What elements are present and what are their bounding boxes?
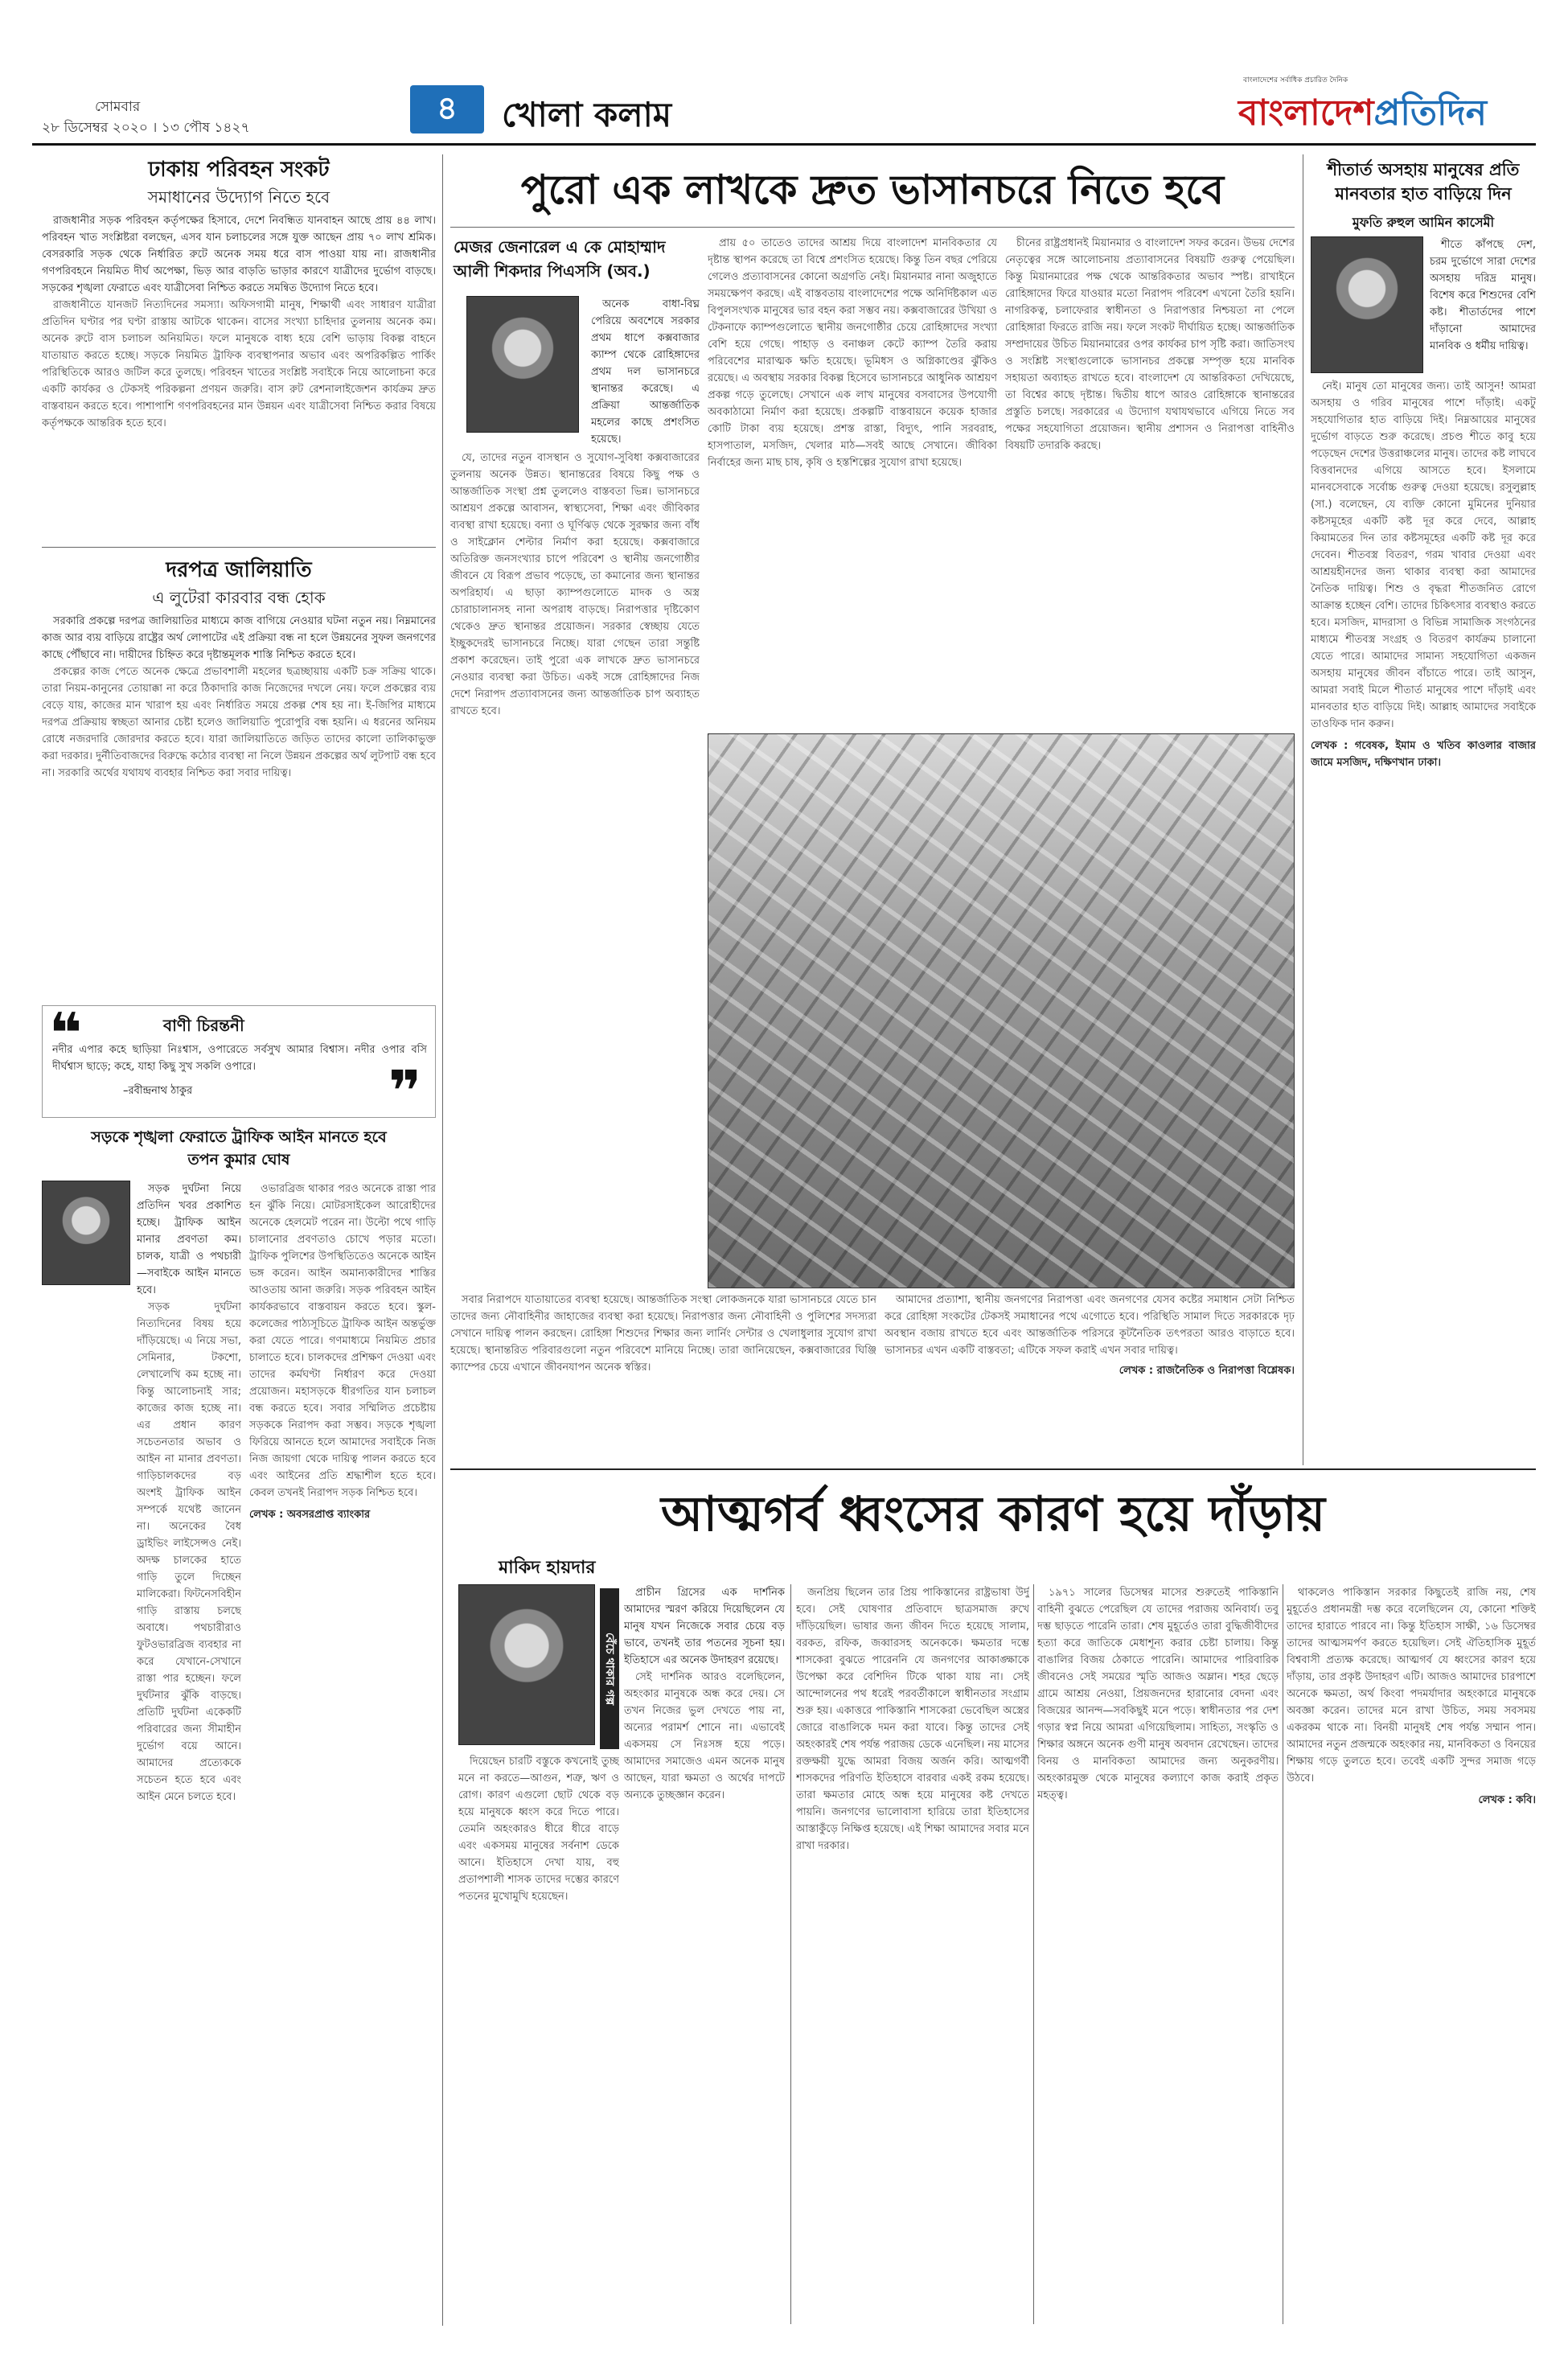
header-date: ২৮ ডিসেম্বর ২০২০ । ১৩ পৌষ ১৪২৭ (42, 120, 250, 136)
main-body-col5: আমাদের প্রত্যাশা, স্থানীয় জনগণের নিরাপত্তা এবং জনগণের যেসব কষ্টের সমাধান সেটা নিশ্চিত করে রোহিঙ্গা সংকটের টেকসই সমাধানের পথে এগোতে হবে। পরিস্থিতি সামাল দিতে সরকারকে দৃঢ় অবস্থান বজায় রাখতে হবে এবং আন্তর্জাতিক পরিসরে কূটনৈতিক তৎপরতা আরও বাড়াতে হবে। ভাসানচর এখন একটি বাস্তবতা; এটিকে সফল করাই এখন সবার দায়িত্ব। লেখক : রাজনৈতিক ও নিরাপত্তা বিশ্লেষক। (885, 1292, 1295, 1460)
editorial-tender (42, 555, 436, 996)
article-traffic-body-left: সড়ক দুর্ঘটনা নিয়ে প্রতিদিন খবর প্রকাশিত হচ্ছে। ট্রাফিক আইন মানার প্রবণতা কম। চালক, যাত্রী ও পথচারী—সবাইকে আইন মানতে হবে। সড়ক দুর্ঘটনা নিত্যদিনের বিষয় হয়ে দাঁড়িয়েছে। এ নিয়ে সভা, সেমিনার, টকশো, লেখালেখি কম হচ্ছে না। কিন্তু আলোচনাই সার; কাজের কাজ হচ্ছে না। এর প্রধান কারণ সচেতনতার অভাব ও আইন না মানার প্রবণতা। গাড়িচালকদের বড় অংশই ট্রাফিক আইন সম্পর্কে যথেষ্ট জানেন না। অনেকের বৈধ ড্রাইভিং লাইসেন্সও নেই। অদক্ষ চালকের হাতে গাড়ি তুলে দিচ্ছেন মালিকেরা। ফিটনেসবিহীন গাড়ি রাস্তায় চলছে অবাধে। পথচারীরাও ফুটওভারব্রিজ ব্যবহার না করে যেখানে-সেখানে রাস্তা পার হচ্ছেন। ফলে দুর্ঘটনার ঝুঁকি বাড়ছে। প্রতিটি দুর্ঘটনা একেকটি পরিবারের জন্য সীমাহীন দুর্ভোগ বয়ে আনে। আমাদের প্রত্যেককে সচেতন হতে হবে এবং আইন মেনে চলতে হবে। (137, 1183, 241, 1803)
bottom-body-col3: জনপ্রিয় ছিলেন তার প্রিয় পাকিস্তানের রাষ্ট্রভাষা উর্দু হবে। সেই ঘোষণার প্রতিবাদে ছাত্রসমাজ রুখে দাঁড়িয়েছিল। ভাষার জন্য জীবন দিতে হয়েছে সালাম, বরকত, রফিক, জব্বারসহ অনেককে। ক্ষমতার দম্ভে শাসকেরা বুঝতে পারেননি যে জনগণের আকাঙ্ক্ষাকে উপেক্ষা করে বেশিদিন টিকে থাকা যায় না। সেই আন্দোলনের পথ ধরেই পরবর্তীকালে স্বাধীনতার সংগ্রাম শুরু হয়। একাত্তরে পাকিস্তানি শাসকেরা ভেবেছিল অস্ত্রের জোরে বাঙালিকে দমন করা যাবে। কিন্তু তাদের সেই অহংকারই শেষ পর্যন্ত পরাজয় ডেকে এনেছিল। নয় মাসের রক্তক্ষয়ী যুদ্ধে আমরা বিজয় অর্জন করি। আত্মগর্বী শাসকদের পরিণতি ইতিহাসে বারবার একই রকম হয়েছে। তারা ক্ষমতার মোহে অন্ধ হয়ে মানুষের কষ্ট দেখতে পায়নি। জনগণের ভালোবাসা হারিয়ে তারা ইতিহাসের আস্তাকুঁড়ে নিক্ষিপ্ত হয়েছে। এই শিক্ষা আমাদের সবার মনে রাখা দরকার। (796, 1587, 1029, 1852)
bhasan-char-aerial-photo (708, 733, 1295, 1288)
right-body: নেই। মানুষ তো মানুষের জন্য। তাই আসুন! আমরা অসহায় ও গরিব মানুষের পাশে দাঁড়াই। একটু সহযোগিতার হাত বাড়িয়ে দিই। নিম্নআয়ের মানুষের দুর্ভোগ বাড়তে শুরু করেছে। প্রচণ্ড শীতে কাবু হয়ে পড়েছেন দেশের উত্তরাঞ্চলের মানুষ। তাদের কষ্ট লাঘবে বিত্তবানদের এগিয়ে আসতে হবে। ইসলামে মানবসেবাকে সর্বোচ্চ গুরুত্ব দেওয়া হয়েছে। রসুলুল্লাহ (সা.) বলেছেন, যে ব্যক্তি কোনো মুমিনের দুনিয়ার কষ্টসমূহের একটি কষ্ট দূর করে দেবে, আল্লাহ কিয়ামতের দিন তার কষ্টসমূহের একটি কষ্ট দূর করে দেবেন। শীতবস্ত্র বিতরণ, গরম খাবার দেওয়া এবং আশ্রয়হীনদের জন্য থাকার ব্যবস্থা করা আমাদের নৈতিক দায়িত্ব। শিশু ও বৃদ্ধরা শীতজনিত রোগে আক্রান্ত হচ্ছেন বেশি। তাদের চিকিৎসার ব্যবস্থাও করতে হবে। মসজিদ, মাদরাসা ও বিভিন্ন সামাজিক সংগঠনের মাধ্যমে শীতবস্ত্র সংগ্রহ ও বিতরণ কার্যক্রম চালানো যেতে পারে। আমাদের সামান্য সহযোগিতা একজন অসহায় মানুষের জীবন বাঁচাতে পারে। তাই আসুন, আমরা সবাই মিলে শীতার্ত মানুষের পাশে দাঁড়াই এবং মানবতার হাত বাড়িয়ে দিই। আল্লাহ আমাদের সবাইকে তাওফিক দান করুন। লেখক : গবেষক, ইমাম ও খতিব কাওলার বাজার জামে মসজিদ, দক্ষিণখান ঢাকা। (1311, 378, 1536, 1423)
quote-title: বাণী চিরন্তনী (163, 1016, 244, 1035)
column-divider (1033, 1584, 1034, 2324)
close-quote-icon: ❞ (388, 1058, 422, 1124)
bottom-headline: আত্মগর্ব ধ্বংসের কারণ হয়ে দাঁড়ায় (660, 1486, 1326, 1542)
divider (42, 547, 436, 548)
bottom-footer: লেখক : কবি। (1478, 1794, 1536, 1806)
article-traffic-footer: লেখক : অবসরপ্রাপ্ত ব্যাংকার (249, 1509, 371, 1521)
main-footer: লেখক : রাজনৈতিক ও নিরাপত্তা বিশ্লেষক। (1119, 1365, 1295, 1377)
quote-text: নদীর এপার কহে ছাড়িয়া নিঃশ্বাস, ওপারেতে সর্বসুখ আমার বিশ্বাস। নদীর ওপার বসি দীর্ঘশ্বাস ছাড়ে; কহে, যাহা কিছু সুখ সকলি ওপারে। (52, 1044, 427, 1073)
editorial-tender-subtitle: এ লুটেরা কারবার বন্ধ হোক (152, 588, 326, 607)
bottom-body-col4: ১৯৭১ সালের ডিসেম্বর মাসের শুরুতেই পাকিস্তানি বাহিনী বুঝতে পেরেছিল যে তাদের পরাজয় অনিবার্য। তবু দম্ভ ছাড়তে পারেনি তারা। শেষ মুহূর্তেও তারা বুদ্ধিজীবীদের হত্যা করে জাতিকে মেধাশূন্য করার চেষ্টা চালায়। কিন্তু বাঙালির বিজয় ঠেকাতে পারেনি। আমাদের পারিবারিক জীবনেও সেই সময়ের স্মৃতি আজও অম্লান। শহর ছেড়ে গ্রামে আশ্রয় নেওয়া, প্রিয়জনদের হারানোর বেদনা এবং বিজয়ের আনন্দ—সবকিছুই মনে পড়ে। স্বাধীনতার পর দেশ গড়ার স্বপ্ন নিয়ে আমরা এগিয়েছিলাম। সাহিত্য, সংস্কৃতি ও শিক্ষার অঙ্গনে অনেক গুণী মানুষ অবদান রেখেছেন। তাদের বিনয় ও মানবিকতা আমাদের জন্য অনুকরণীয়। অহংকারমুক্ত থেকে মানুষের কল্যাণে কাজ করাই প্রকৃত মহত্ত্ব। (1037, 1587, 1279, 1801)
brand-tagline: বাংলাদেশের সর্বাধিক প্রচারিত দৈনিক (1243, 76, 1348, 84)
main-headline: পুরো এক লাখকে দ্রুত ভাসানচরে নিতে হবে (520, 166, 1225, 213)
divider (450, 1468, 1536, 1470)
author-photo-tapan (42, 1181, 130, 1285)
page-number: ৪ (410, 85, 484, 133)
right-body-top: শীতে কাঁপছে দেশ, চরম দুর্ভোগে সারা দেশের অসহায় দরিদ্র মানুষ। বিশেষ করে শিশুদের বেশি কষ্ট। শীতার্তদের পাশে দাঁড়ানো আমাদের মানবিক ও ধর্মীয় দায়িত্ব। (1430, 239, 1536, 352)
brand-second: প্রতিদিন (1373, 92, 1487, 133)
bottom-body-col1: প্রাচীন গ্রিসের এক দার্শনিক আমাদের স্মরণ করিয়ে দিয়েছিলেন যে মানুষ যখন নিজেকে সবার চেয়ে বড় ভাবে, তখনই তার পতনের সূচনা হয়। ইতিহাসে এর অনেক উদাহরণ রয়েছে। সেই দার্শনিক আরও বলেছিলেন, অহংকার মানুষকে অন্ধ করে দেয়। সে তখন নিজের ভুল দেখতে পায় না, অন্যের পরামর্শ শোনে না। এভাবেই একসময় সে নিঃসঙ্গ হয়ে পড়ে। আমাদের সমাজেও এমন অনেক মানুষ আছেন, যারা ক্ষমতা ও অর্থের দাপটে অন্যকে তুচ্ছজ্ঞান করেন। (624, 1587, 785, 1801)
main-body-col2: প্রায় ৫০ তাতেও তাদের আশ্রয় দিয়ে বাংলাদেশ মানবিকতার যে দৃষ্টান্ত স্থাপন করেছে তা বিশ্বে প্রশংসিত হয়েছে। কিন্তু তিন বছর পেরিয়ে গেলেও প্রত্যাবাসনের কোনো অগ্রগতি নেই। মিয়ানমার নানা অজুহাতে সময়ক্ষেপণ করছে। এই বাস্তবতায় বাংলাদেশের পক্ষে অনির্দিষ্টকাল এত বিপুলসংখ্যক মানুষের ভার বহন করা সম্ভব নয়। কক্সবাজারের উখিয়া ও টেকনাফে ক্যাম্পগুলোতে স্থানীয় জনগোষ্ঠীর চেয়ে রোহিঙ্গাদের সংখ্যা বেশি হয়ে গেছে। পাহাড় ও বনাঞ্চল কেটে ক্যাম্প তৈরি করায় পরিবেশের মারাত্মক ক্ষতি হয়েছে। ভূমিধস ও অগ্নিকাণ্ডের ঝুঁকিও রয়েছে। এ অবস্থায় সরকার বিকল্প হিসেবে ভাসানচরে আধুনিক আশ্রয়ণ প্রকল্প গড়ে তুলেছে। সেখানে এক লাখ মানুষের বসবাসের উপযোগী অবকাঠামো নির্মাণ করা হয়েছে। প্রকল্পটি বাস্তবায়নে কয়েক হাজার কোটি টাকা ব্যয় হয়েছে। প্রশস্ত রাস্তা, বিদ্যুৎ, পানি সরবরাহ, হাসপাতাল, মসজিদ, খেলার মাঠ—সবই আছে সেখানে। জীবিকা নির্বাহের জন্য মাছ চাষ, কৃষি ও হস্তশিল্পের সুযোগ রাখা হয়েছে। (708, 237, 997, 469)
right-footer: লেখক : গবেষক, ইমাম ও খতিব কাওলার বাজার জামে মসজিদ, দক্ষিণখান ঢাকা। (1311, 740, 1536, 769)
article-traffic (42, 1126, 436, 1171)
editorial-tender-body: সরকারি প্রকল্পে দরপত্র জালিয়াতির মাধ্যমে কাজ বাগিয়ে নেওয়ার ঘটনা নতুন নয়। নিম্নমানের কাজ আর ব্যয় বাড়িয়ে রাষ্ট্রের অর্থ লোপাটের এই প্রক্রিয়া বন্ধ না হলে উন্নয়নের সুফল জনগণের কাছে পৌঁছাবে না। দায়ীদের চিহ্নিত করে দৃষ্টান্তমূলক শাস্তি নিশ্চিত করতে হবে। প্রকল্পের কাজ পেতে অনেক ক্ষেত্রে প্রভাবশালী মহলের ছত্রচ্ছায়ায় একটি চক্র সক্রিয় থাকে। তারা নিয়ম-কানুনের তোয়াক্কা না করে ঠিকাদারি কাজ নিজেদের দখলে নেয়। ফলে প্রকল্পের ব্যয় বেড়ে যায়, কাজের মান খারাপ হয় এবং নির্ধারিত সময়ে প্রকল্প শেষ হয় না। ই-জিপির মাধ্যমে দরপত্র প্রক্রিয়ায় স্বচ্ছতা আনার চেষ্টা হলেও জালিয়াতি পুরোপুরি বন্ধ হয়নি। এ ধরনের অনিয়ম রোধে নজরদারি জোরদার করতে হবে। যারা জালিয়াতিতে জড়িত তাদের কালো তালিকাভুক্ত করা দরকার। দুর্নীতিবাজদের বিরুদ্ধে কঠোর ব্যবস্থা না নিলে উন্নয়ন প্রকল্পের অর্থ লুটপাট বন্ধ হবে না। সরকারি অর্থের যথাযথ ব্যবহার নিশ্চিত করা সবার দায়িত্ব। (42, 615, 436, 779)
editorial-tender-title: দরপত্র জালিয়াতি (166, 558, 312, 582)
photo-tag: বেঁচে থাকার গল্প (600, 1588, 619, 1749)
column-divider (442, 154, 443, 2326)
section-title: খোলা কলাম (502, 95, 672, 134)
article-traffic-author: তপন কুমার ঘোষ (187, 1151, 290, 1169)
editorial-transport (42, 154, 436, 532)
main-body-col4: সবার নিরাপদে যাতায়াতের ব্যবস্থা হয়েছে। আন্তর্জাতিক সংস্থা লোকজনকে যারা ভাসানচরে যেতে চান তাদের জন্য নৌবাহিনীর জাহাজের ব্যবস্থা করা হয়েছে। নিরাপত্তার জন্য নৌবাহিনী ও পুলিশের সদস্যরা সেখানে দায়িত্ব পালন করছেন। রোহিঙ্গা শিশুদের শিক্ষার জন্য লার্নিং সেন্টার ও খেলাধুলার সুযোগ রাখা হয়েছে। স্থানান্তরিত পরিবারগুলো নতুন পরিবেশে মানিয়ে নিচ্ছে। তারা জানিয়েছেন, কক্সবাজারের ঘিঞ্জি ক্যাম্পের চেয়ে এখানে জীবনযাপন অনেক স্বস্তির। (450, 1294, 876, 1374)
brand-first: বাংলাদেশ (1238, 92, 1374, 133)
header-day: সোমবার (95, 99, 141, 115)
quote-box (42, 1000, 436, 1124)
right-headline: শীতার্ত অসহায় মানুষের প্রতি মানবতার হাত বাড়িয়ে দিন (1327, 160, 1520, 203)
editorial-transport-subtitle: সমাধানের উদ্যোগ নিতে হবে (147, 187, 330, 207)
article-traffic-body-right: ওভারব্রিজ থাকার পরও অনেকে রাস্তা পার হন ঝুঁকি নিয়ে। মোটরসাইকেল আরোহীদের অনেকে হেলমেট পরেন না। উল্টো পথে গাড়ি চালানোর প্রবণতাও চোখে পড়ার মতো। ট্রাফিক পুলিশের উপস্থিতিতেও অনেকে আইন ভঙ্গ করেন। আইন অমান্যকারীদের শাস্তির আওতায় আনা জরুরি। সড়ক পরিবহন আইন কার্যকরভাবে বাস্তবায়ন করতে হবে। স্কুল-কলেজের পাঠ্যসূচিতে ট্রাফিক আইন অন্তর্ভুক্ত করা যেতে পারে। গণমাধ্যমে নিয়মিত প্রচার চালাতে হবে। চালকদের প্রশিক্ষণ দেওয়া এবং তাদের কর্মঘণ্টা নির্ধারণ করে দেওয়া প্রয়োজন। মহাসড়কে ধীরগতির যান চলাচল বন্ধ করতে হবে। সবার সম্মিলিত প্রচেষ্টায় সড়ককে নিরাপদ করা সম্ভব। সড়কে শৃঙ্খলা ফিরিয়ে আনতে হলে আমাদের সবাইকে নিজ নিজ জায়গা থেকে দায়িত্ব পালন করতে হবে এবং আইনের প্রতি শ্রদ্ধাশীল হতে হবে। কেবল তখনই নিরাপদ সড়ক নিশ্চিত হবে। লেখক : অবসরপ্রাপ্ত ব্যাংকার (249, 1181, 436, 2323)
editorial-transport-body: রাজধানীর সড়ক পরিবহন কর্তৃপক্ষের হিসাবে, দেশে নিবন্ধিত যানবাহন আছে প্রায় ৪৪ লাখ। পরিবহন খাত সংশ্লিষ্টরা বলছেন, এসব যান চলাচলের সঙ্গে যুক্ত আছেন প্রায় ৭০ লাখ শ্রমিক। বেসরকারি সড়ক থেকে নির্ধারিত রুটে অনেক সময় ধরে বাস পাওয়া যায় না। রাজধানীর গণপরিবহনে নিয়মিত দীর্ঘ অপেক্ষা, ভিড় আর বাড়তি ভাড়ার কারণে যাত্রীদের দুর্ভোগ বাড়ছে। সড়কের শৃঙ্খলা ফেরাতে এবং যাত্রীসেবা নিশ্চিত করতে সমন্বিত উদ্যোগ নিতে হবে। রাজধানীতে যানজট নিত্যদিনের সমস্যা। অফিসগামী মানুষ, শিক্ষার্থী এবং সাধারণ যাত্রীরা প্রতিদিন ঘণ্টার পর ঘণ্টা রাস্তায় আটকে থাকেন। বাসের সংখ্যা চাহিদার তুলনায় অনেক কম। অনেক রুটে বাস চলাচল অনিয়মিত। ফলে মানুষকে বাধ্য হয়ে বেশি ভাড়ায় বিকল্প বাহনে যাতায়াত করতে হচ্ছে। সড়কে নিয়মিত ট্রাফিক ব্যবস্থাপনার অভাব এবং অপরিকল্পিত পার্কিং পরিস্থিতিকে আরও জটিল করে তুলছে। পরিবহন খাতের সংশ্লিষ্ট সবাইকে নিয়ে আলোচনা করে একটি কার্যকর ও টেকসই পরিকল্পনা প্রণয়ন জরুরি। বাস রুট রেশনালাইজেশন কার্যক্রম দ্রুত বাস্তবায়ন করতে হবে। পাশাপাশি গণপরিবহনের মান উন্নয়ন এবং যাত্রীসেবা নিশ্চিত করার বিষয়ে কর্তৃপক্ষকে আন্তরিক হতে হবে। (42, 215, 436, 429)
divider (450, 227, 1295, 228)
right-author: মুফতি রুহুল আমিন কাসেমী (1352, 215, 1495, 230)
column-divider (790, 1584, 791, 2324)
quote-author: –রবীন্দ্রনাথ ঠাকুর (123, 1085, 193, 1097)
brand-logo[interactable] (1238, 74, 1536, 138)
bottom-author: মাকিদ হায়দার (499, 1558, 596, 1578)
author-photo-kasemi (1311, 236, 1423, 373)
article-traffic-title: সড়কে শৃঙ্খলা ফেরাতে ট্রাফিক আইন মানতে হবে (91, 1128, 387, 1146)
editorial-transport-title: ঢাকায় পরিবহন সংকট (148, 158, 330, 182)
author-photo-haydar (458, 1584, 595, 1745)
main-body-col3: চীনের রাষ্ট্রপ্রধানই মিয়ানমার ও বাংলাদেশ সফর করেন। উভয় দেশের নেতৃত্বের সঙ্গে আলোচনায় প্রত্যাবাসনের বিষয়টি গুরুত্ব পেয়েছিল। কিন্তু মিয়ানমারের পক্ষ থেকে আন্তরিকতার অভাব স্পষ্ট। রাখাইনে রোহিঙ্গাদের ফিরে যাওয়ার মতো নিরাপদ পরিবেশ এখনো তৈরি হয়নি। নাগরিকত্ব, চলাফেরার স্বাধীনতা ও নিরাপত্তার নিশ্চয়তা না পেলে রোহিঙ্গারা ফিরতে রাজি নয়। ফলে সংকট দীর্ঘায়িত হচ্ছে। আন্তর্জাতিক সম্প্রদায়ের উচিত মিয়ানমারের ওপর কার্যকর চাপ সৃষ্টি করা। জাতিসংঘ ও সংশ্লিষ্ট সংস্থাগুলোকে ভাসানচর প্রকল্পে সম্পৃক্ত হয়ে মানবিক সহায়তা অব্যাহত রাখতে হবে। বাংলাদেশ যে আন্তরিকতা দেখিয়েছে, তা বিশ্বের কাছে দৃষ্টান্ত। দ্বিতীয় ধাপে আরও রোহিঙ্গাকে স্থানান্তরের প্রস্তুতি চলছে। সরকারের এ উদ্যোগ যথাযথভাবে এগিয়ে নিতে সব পক্ষের সহযোগিতা প্রয়োজন। স্থানীয় প্রশাসন ও নিরাপত্তা বাহিনীও বিষয়টি তদারকি করছে। (1005, 237, 1295, 452)
open-quote-icon: ❝ (49, 1000, 83, 1066)
main-author: মেজর জেনারেল এ কে মোহাম্মাদ আলী শিকদার পিএসসি (অব.) (454, 237, 666, 281)
header-rule (32, 143, 1536, 146)
bottom-body-col5: থাকলেও পাকিস্তান সরকার কিছুতেই রাজি নয়, শেষ মুহূর্তেও প্রধানমন্ত্রী দম্ভ করে বলেছিলেন যে, কোনো শক্তিই তাদের হারাতে পারবে না। কিন্তু ইতিহাস সাক্ষী, ১৬ ডিসেম্বর তাদের আত্মসমর্পণ করতে হয়েছিল। সেই ঐতিহাসিক মুহূর্ত বিশ্ববাসী প্রত্যক্ষ করেছে। আত্মগর্ব যে ধ্বংসের কারণ হয়ে দাঁড়ায়, তার প্রকৃষ্ট উদাহরণ এটি। আজও আমাদের চারপাশে অনেকে ক্ষমতা, অর্থ কিংবা পদমর্যাদার অহংকারে মানুষকে অবজ্ঞা করেন। তাদের মনে রাখা উচিত, সময় সবসময় একরকম থাকে না। বিনয়ী মানুষই শেষ পর্যন্ত সম্মান পান। আমাদের নতুন প্রজন্মকে অহংকার নয়, মানবিকতা ও বিনয়ের শিক্ষায় গড়ে তুলতে হবে। তবেই একটি সুন্দর সমাজ গড়ে উঠবে। লেখক : কবি। (1287, 1584, 1536, 2324)
main-body-col1: অনেক বাধা-বিঘ্ন পেরিয়ে অবশেষে সরকার প্রথম ধাপে কক্সবাজার ক্যাম্প থেকে রোহিঙ্গাদের প্রথম দল ভাসানচরে স্থানান্তর করেছে। এ প্রক্রিয়া আন্তর্জাতিক মহলের কাছে প্রশংসিত হয়েছে। যে, তাদের নতুন বাসস্থান ও সুযোগ-সুবিধা কক্সবাজারের তুলনায় অনেক উন্নত। স্থানান্তরের বিষয়ে কিছু পক্ষ ও আন্তর্জাতিক সংস্থা প্রশ্ন তুললেও বাস্তবতা ভিন্ন। ভাসানচরে আশ্রয়ণ প্রকল্পে আবাসন, স্বাস্থ্যসেবা, শিক্ষা এবং জীবিকার ব্যবস্থা রাখা হয়েছে। বন্যা ও ঘূর্ণিঝড় থেকে সুরক্ষার জন্য বাঁধ ও সাইক্লোন শেল্টার নির্মাণ করা হয়েছে। কক্সবাজারে অতিরিক্ত জনসংখ্যার চাপে পরিবেশ ও স্থানীয় জনগোষ্ঠীর জীবনে যে বিরূপ প্রভাব পড়েছে, তা কমানোর জন্য স্থানান্তর অপরিহার্য। এ ছাড়া ক্যাম্পগুলোতে মাদক ও অস্ত্র চোরাচালানসহ নানা অপরাধ বাড়ছে। নিরাপত্তার দৃষ্টিকোণ থেকেও দ্রুত স্থানান্তর প্রয়োজন। সরকার স্বেচ্ছায় যেতে ইচ্ছুকদেরই ভাসানচরে নিচ্ছে। যারা গেছেন তারা সন্তুষ্টি প্রকাশ করেছেন। তাই পুরো এক লাখকে দ্রুত ভাসানচরে নেওয়ার ব্যবস্থা করা উচিত। একই সঙ্গে রোহিঙ্গাদের নিজ দেশে নিরাপদ প্রত্যাবাসনের জন্য আন্তর্জাতিক চাপ অব্যাহত রাখতে হবে। (450, 298, 700, 717)
bottom-body-col2: দিয়েছেন চারটি বস্তুকে কখনোই তুচ্ছ মনে না করতে—আগুন, শত্রু, ঋণ ও রোগ। কারণ এগুলো ছোট থেকে বড় হয়ে মানুষকে ধ্বংস করে দিতে পারে। তেমনি অহংকারও ধীরে ধীরে বাড়ে এবং একসময় মানুষের সর্বনাশ ডেকে আনে। ইতিহাসে দেখা যায়, বহু প্রতাপশালী শাসক তাদের দম্ভের কারণে পতনের মুখোমুখি হয়েছেন। (458, 1756, 619, 1903)
